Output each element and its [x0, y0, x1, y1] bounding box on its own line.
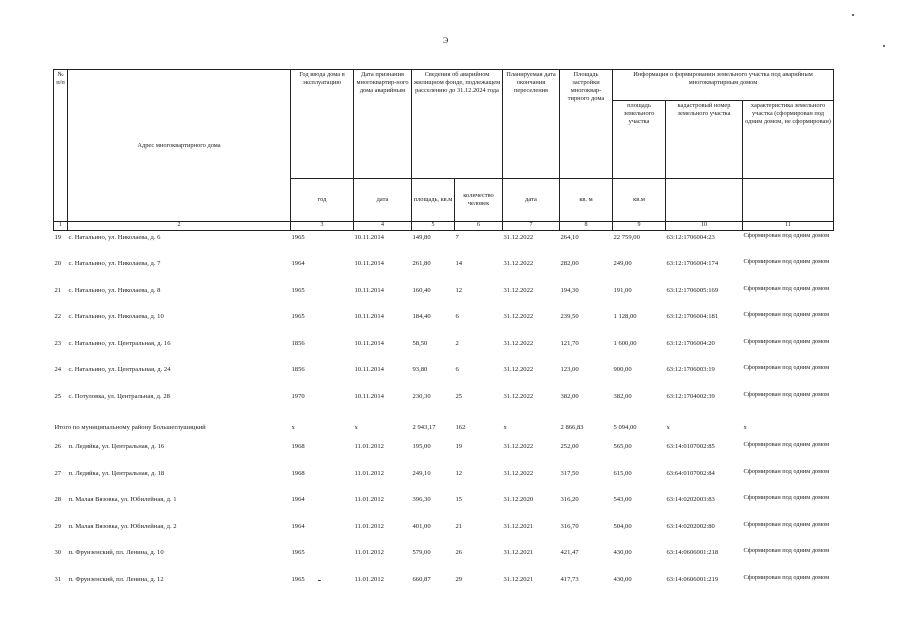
col-header-number: № п/п — [54, 70, 68, 222]
col-number: 8 — [560, 222, 613, 231]
row-year: 1965 — [291, 313, 305, 320]
col-number: 1 — [54, 222, 68, 231]
scan-speck — [318, 580, 321, 581]
row-cadastral: 63:64:0107002:84 — [666, 469, 715, 477]
row-address: п. Ледяйка, ул. Центральная, д. 18 — [68, 469, 165, 477]
row-characteristic: Сформирован под одним домом — [743, 231, 830, 239]
row-people: 6 — [455, 313, 459, 320]
row-number: 25 — [54, 392, 62, 400]
row-number: 23 — [54, 339, 62, 347]
col-number: 6 — [455, 222, 503, 231]
row-land-area: 249,00 — [613, 260, 632, 267]
row-build-area: 121,70 — [560, 339, 579, 347]
unit-cadastral — [666, 179, 743, 222]
row-address: п. Ледяйка, ул. Центральная, д. 16 — [68, 443, 165, 450]
row-characteristic: Сформирован под одним домом — [743, 573, 830, 581]
table-row — [54, 390, 834, 417]
row-plan-date: 31.12.2022 — [503, 313, 534, 320]
row-plan-date: 31.12.2022 — [503, 392, 534, 400]
row-address: с. Натальино, ул. Николаева, д. 6 — [68, 233, 161, 241]
col-number: 5 — [412, 222, 455, 231]
unit-date: дата — [354, 179, 412, 222]
row-area: 93,80 — [412, 366, 428, 373]
table-row — [54, 467, 834, 494]
row-year: 1968 — [291, 469, 305, 477]
row-cadastral: 63:12:1706004:181 — [666, 313, 719, 320]
table-row — [54, 493, 834, 520]
row-characteristic: Сформирован под одним домом — [743, 467, 830, 475]
row-address: с. Натальино, ул. Николаева, д. 8 — [68, 286, 161, 294]
table-row — [54, 573, 834, 600]
row-date: 11.01.2012 — [354, 443, 384, 450]
row-people: 21 — [455, 522, 463, 530]
row-cadastral: 63:14:0107002:85 — [666, 443, 715, 450]
row-cadastral: 63:14:0202003:83 — [666, 496, 715, 503]
row-cadastral: 63:12:1706005:169 — [666, 286, 719, 294]
row-people: 14 — [455, 260, 463, 267]
row-characteristic: Сформирован под одним домом — [743, 337, 830, 345]
row-cadastral: 63:12:1706004:20 — [666, 339, 715, 347]
row-number: 31 — [54, 575, 62, 583]
row-build-area: 316,20 — [560, 496, 579, 503]
total-land: 5 094,00 — [613, 423, 637, 431]
row-land-area: 1 128,00 — [613, 313, 637, 320]
row-date: 10.11.2014 — [354, 392, 384, 400]
table-row — [54, 310, 834, 337]
col-number: 7 — [503, 222, 560, 231]
total-area: 2 943,17 — [412, 423, 436, 431]
col-header-year: Год ввода дома в эксплуатацию — [291, 70, 354, 179]
row-plan-date: 31.12.2022 — [503, 443, 534, 450]
row-build-area: 316,70 — [560, 522, 579, 530]
row-plan-date: 31.12.2020 — [503, 496, 534, 503]
row-area: 58,50 — [412, 339, 428, 347]
row-build-area: 264,10 — [560, 233, 579, 241]
row-cadastral: 63:12:1706004:23 — [666, 233, 715, 241]
housing-table — [53, 69, 834, 599]
unit-land-area: кв.м — [613, 179, 666, 222]
row-cadastral: 63:12:1704002:39 — [666, 392, 715, 400]
row-build-area: 282,00 — [560, 260, 579, 267]
total-date: х — [354, 423, 358, 431]
row-number: 24 — [54, 366, 62, 373]
total-year: х — [291, 423, 295, 431]
row-cadastral: 63:14:0606001:219 — [666, 575, 719, 583]
col-number: 4 — [354, 222, 412, 231]
total-char: х — [743, 423, 747, 431]
row-people: 2 — [455, 339, 459, 347]
page-number: Э — [443, 36, 449, 45]
row-characteristic: Сформирован под одним домом — [743, 390, 830, 398]
row-characteristic: Сформирован под одним домом — [743, 258, 830, 265]
row-area: 184,40 — [412, 313, 431, 320]
row-plan-date: 31.12.2022 — [503, 260, 534, 267]
row-date: 10.11.2014 — [354, 313, 384, 320]
row-address: с. Натальино, ул. Николаева, д. 7 — [68, 260, 161, 267]
row-characteristic: Сформирован под одним домом — [743, 364, 830, 371]
row-year: 1965 — [291, 549, 305, 556]
row-people: 15 — [455, 496, 463, 503]
unit-plan-date: дата — [503, 179, 560, 222]
total-row — [54, 416, 834, 440]
row-number: 20 — [54, 260, 62, 267]
row-date: 11.01.2012 — [354, 575, 384, 583]
total-plan: х — [503, 423, 507, 431]
row-year: 1964 — [291, 522, 305, 530]
table-row — [54, 363, 834, 390]
row-address: с. Потуловка, ул. Центральная, д. 28 — [68, 392, 170, 400]
row-address: с. Натальино, ул. Центральная, д. 24 — [68, 366, 171, 373]
table-row — [54, 284, 834, 311]
row-address: п. Малая Вязовка, ул. Юбилейная, д. 2 — [68, 522, 177, 530]
row-plan-date: 31.12.2021 — [503, 575, 534, 583]
row-people: 25 — [455, 392, 463, 400]
row-area: 160,40 — [412, 286, 431, 294]
row-area: 230,30 — [412, 392, 431, 400]
row-area: 249,10 — [412, 469, 431, 477]
row-people: 29 — [455, 575, 463, 583]
col-header-plan: Планируемая дата окончания переселения — [503, 70, 560, 179]
row-number: 21 — [54, 286, 62, 294]
total-label: Итого по муниципальному району Большеглушицкий — [54, 423, 206, 431]
row-characteristic: Сформирован под одним домом — [743, 441, 830, 448]
table-row — [54, 230, 834, 257]
row-date: 10.11.2014 — [354, 339, 384, 347]
row-year: 1964 — [291, 260, 305, 267]
row-address: п. Малая Вязовка, ул. Юбилейная, д. 1 — [68, 496, 177, 503]
row-year: 1968 — [291, 443, 305, 450]
table-row — [54, 337, 834, 364]
row-land-area: 22 759,00 — [613, 233, 640, 241]
row-people: 7 — [455, 233, 459, 241]
row-date: 11.01.2012 — [354, 549, 384, 556]
row-year: 1970 — [291, 392, 305, 400]
row-number: 19 — [54, 233, 62, 241]
col-header-address: Адрес многоквартирного дома — [68, 70, 291, 222]
row-build-area: 421,47 — [560, 549, 579, 556]
row-date: 11.01.2012 — [354, 496, 384, 503]
row-address: п. Фрунзенский, пл. Ленина, д. 10 — [68, 549, 164, 556]
row-date: 10.11.2014 — [354, 286, 384, 294]
row-build-area: 382,00 — [560, 392, 579, 400]
col-header-cadastral: кадастровый номер земельного участка — [666, 101, 743, 179]
row-number: 30 — [54, 549, 62, 556]
row-build-area: 252,00 — [560, 443, 579, 450]
row-number: 28 — [54, 496, 62, 503]
row-land-area: 430,00 — [613, 549, 632, 556]
row-plan-date: 31.12.2021 — [503, 549, 534, 556]
total-people: 162 — [455, 423, 466, 431]
row-land-area: 430,00 — [613, 575, 632, 583]
col-header-characteristic: характеристика земельного участка (сформирован под одним домом, не сформирован) — [743, 101, 834, 179]
row-year: 1965 — [291, 233, 305, 241]
col-number: 10 — [666, 222, 743, 231]
row-characteristic: Сформирован под одним домом — [743, 547, 830, 554]
col-number: 3 — [291, 222, 354, 231]
col-header-land-info: Информация о формировании земельного участка под аварийным многоквартирным домом — [613, 70, 834, 101]
table-row — [54, 440, 834, 467]
row-build-area: 123,00 — [560, 366, 579, 373]
scan-speck — [883, 45, 885, 47]
row-address: с. Натальино, ул. Николаева, д. 10 — [68, 313, 164, 320]
row-characteristic: Сформирован под одним домом — [743, 520, 830, 528]
unit-area: площадь, кв.м — [412, 179, 455, 222]
row-cadastral: 63:14:0606001:218 — [666, 549, 719, 556]
row-people: 26 — [455, 549, 463, 556]
row-year: 1856 — [291, 339, 305, 347]
row-number: 27 — [54, 469, 62, 477]
row-plan-date: 31.12.2022 — [503, 366, 534, 373]
row-land-area: 504,00 — [613, 522, 632, 530]
row-cadastral: 63:12:1706003:19 — [666, 366, 715, 373]
row-cadastral: 63:14:0202002:80 — [666, 522, 715, 530]
col-number: 2 — [68, 222, 291, 231]
unit-year: год — [291, 179, 354, 222]
row-build-area: 417,73 — [560, 575, 579, 583]
row-land-area: 900,00 — [613, 366, 632, 373]
row-date: 10.11.2014 — [354, 233, 384, 241]
row-address: с. Натальино, ул. Центральная, д. 16 — [68, 339, 171, 347]
col-header-date: Дата признания многоквартир-ного дома аварийным — [354, 70, 412, 179]
row-build-area: 317,50 — [560, 469, 579, 477]
row-characteristic: Сформирован под одним домом — [743, 284, 830, 292]
row-area: 149,80 — [412, 233, 431, 241]
unit-build-area: кв. м — [560, 179, 613, 222]
row-area: 396,30 — [412, 496, 431, 503]
scan-speck — [852, 14, 854, 16]
row-land-area: 191,00 — [613, 286, 632, 294]
row-date: 10.11.2014 — [354, 260, 384, 267]
col-header-fund: Сведения об аварийном жилищном фонде, подлежащем расселению до 31.12.2024 года — [412, 70, 503, 179]
row-number: 26 — [54, 443, 62, 450]
row-plan-date: 31.12.2022 — [503, 339, 534, 347]
row-land-area: 382,00 — [613, 392, 632, 400]
row-year: 1964 — [291, 496, 305, 503]
row-people: 12 — [455, 286, 463, 294]
row-date: 11.01.2012 — [354, 469, 384, 477]
total-cad: х — [666, 423, 670, 431]
row-characteristic: Сформирован под одним домом — [743, 311, 830, 318]
row-land-area: 615,00 — [613, 469, 632, 477]
table-row — [54, 520, 834, 547]
row-build-area: 239,50 — [560, 313, 579, 320]
col-number: 11 — [743, 222, 834, 231]
row-cadastral: 63:12:1706004:174 — [666, 260, 719, 267]
row-area: 660,87 — [412, 575, 431, 583]
col-number: 9 — [613, 222, 666, 231]
row-year: 1856 — [291, 366, 305, 373]
row-plan-date: 31.12.2021 — [503, 522, 534, 530]
row-people: 19 — [455, 443, 463, 450]
row-address: п. Фрунзенский, пл. Ленина, д. 12 — [68, 575, 164, 583]
col-header-land-area: площадь земельного участка — [613, 101, 666, 179]
row-year: 1965 — [291, 286, 305, 294]
row-land-area: 543,00 — [613, 496, 632, 503]
row-area: 579,00 — [412, 549, 431, 556]
row-area: 195,00 — [412, 443, 431, 450]
row-number: 29 — [54, 522, 62, 530]
row-plan-date: 31.12.2022 — [503, 286, 534, 294]
table-row — [54, 257, 834, 284]
row-build-area: 194,30 — [560, 286, 579, 294]
col-header-build-area: Площадь застройки многоквар-тирного дома — [560, 70, 613, 179]
total-build: 2 866,83 — [560, 423, 584, 431]
row-people: 6 — [455, 366, 459, 373]
row-plan-date: 31.12.2022 — [503, 233, 534, 241]
row-land-area: 1 600,00 — [613, 339, 637, 347]
row-year: 1965 — [291, 575, 305, 583]
unit-characteristic — [743, 179, 834, 222]
row-people: 12 — [455, 469, 463, 477]
row-area: 401,00 — [412, 522, 431, 530]
row-land-area: 565,00 — [613, 443, 632, 450]
row-plan-date: 31.12.2022 — [503, 469, 534, 477]
unit-people: количество человек — [455, 179, 503, 222]
table-row — [54, 546, 834, 573]
row-area: 261,80 — [412, 260, 431, 267]
row-date: 11.01.2012 — [354, 522, 384, 530]
row-date: 10.11.2014 — [354, 366, 384, 373]
row-number: 22 — [54, 313, 62, 320]
row-characteristic: Сформирован под одним домом — [743, 494, 830, 501]
